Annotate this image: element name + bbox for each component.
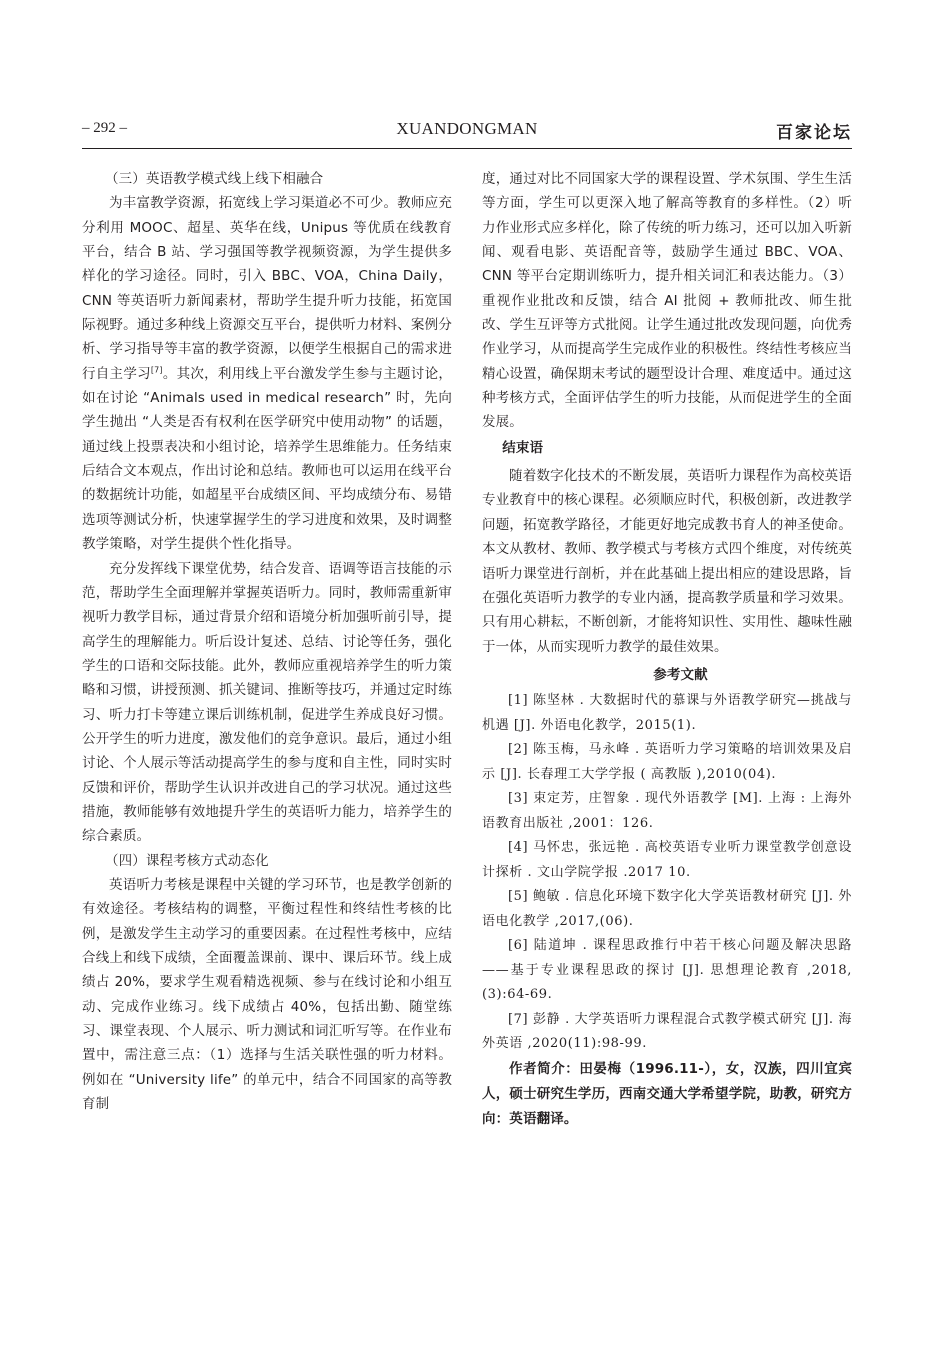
references-title: 参考文献 [653,666,708,683]
section-4-title: （四）课程考核方式动态化 [104,852,269,869]
paragraph-assessment: 英语听力考核是课程中关键的学习环节，也是教学创新的有效途径。考核结构的调整，平衡过程性和终结性考核的比例，是激发学生主动学习的重要因素。在过程性考核中，应结合线上和线下成绩，全面覆盖课前、课中、课后环节。线上成绩占 20%，要求学生观看精选视频、参与在线讨论和小组互动、完成作业练习。线下成绩占 40%，包括出勤、随堂练习、课堂表现、个人展示、听力测试和词汇听写等。在作业布置中，需注意三点：（1）选择与生活关联性强的听力材料。例如在 “University life” 的单元中，结合不同国家的高等教育制 [82,876,452,1113]
paragraph-online-resources-text: 为丰富教学资源，拓宽线上学习渠道必不可少。教师应充分利用 MOOC、超星、英华在线，Unipus 等优质在线教育平台，结合 B 站、学习强国等教学视频资源，为学生提供多样化的学习途径。同时，引入 BBC、VOA，China Daily，CNN 等英语听力新闻素材，帮助学生提升听力技能，拓宽国际视野。通过多种线上资源交互平台，提供听力材料、案例分析、学习指导等丰富的教学资源，以便学生根据自己的需求进行自主学习 [82,195,452,382]
right-column [482,167,852,1132]
reference-item: [6] 陆道坤 . 课程思政推行中若干核心问题及解决思路——基于专业课程思政的探讨 [J]. 思想理论教育 ,2018,(3):64-69. [482,938,852,1003]
reference-item: [4] 马怀忠，张远艳 . 高校英语专业听力课堂教学创意设计探析 . 文山学院学报 .2017 10. [482,840,852,880]
conclusion-title: 结束语 [502,439,544,456]
reference-item: [1] 陈坚林 . 大数据时代的慕课与外语教学研究—挑战与机遇 [J]. 外语电化教学，2015(1). [482,693,852,733]
paragraph-conclusion: 随着数字化技术的不断发展，英语听力课程作为高校英语专业教育中的核心课程。必须顺应时代，积极创新，改进教学问题，拓宽教学路径，才能更好地完成教书育人的神圣使命。本文从教材、教师、教学模式与考核方式四个维度，对传统英语听力课堂进行剖析，并在此基础上提出相应的建设思路，旨在强化英语听力教学的专业内涵，提高教学质量和学习效果。只有用心耕耘，不断创新，才能将知识性、实用性、趣味性融于一体，从而实现听力教学的最佳效果。 [482,468,852,655]
page-header [82,118,852,144]
paragraph-online-resources-rest: 。其次，利用线上平台激发学生参与主题讨论，如在讨论 “Animals used in medical research” 时，先向学生抛出 “人类是否有权利在医学研究中使用动物” 的话题，通过线上投票表决和小组讨论，培养学生思维能力。任务结束后结合文本观点，作出讨论和总结。教师也可以运用在线平台的数据统计功能，如超星平台成绩区间、平均成绩分布、易错选项等测试分析，快速掌握学生的学习进度和效果，及时调整教学策略，对学生提供个性化指导。 [82,365,452,553]
page-number: – 292 – [82,120,127,136]
reference-item: [7] 彭静 . 大学英语听力课程混合式教学模式研究 [J]. 海外英语 ,2020(11):98-99. [482,1011,852,1052]
author-bio: 作者简介：田晏梅（1996.11-），女，汉族，四川宜宾人，硕士研究生学历，西南交通大学希望学院，助教，研究方向：英语翻译。 [482,1060,852,1127]
left-column [82,167,452,1116]
reference-item: [5] 鲍敏 . 信息化环境下数字化大学英语教材研究 [J]. 外语电化教学 ,2017,(06). [482,889,852,929]
paragraph-assessment-continued: 度，通过对比不同国家大学的课程设置、学术氛围、学生生活等方面，学生可以更深入地了解高等教育的多样性。（2）听力作业形式应多样化，除了传统的听力练习，还可以加入听新闻、观看电影、英语配音等，鼓励学生通过 BBC、VOA、CNN 等平台定期训练听力，提升相关词汇和表达能力。（3）重视作业批改和反馈，结合 AI 批阅 + 教师批改、师生批改、学生互评等方式批阅。让学生通过批改发现问题，向优秀作业学习，从而提高学生完成作业的积极性。终结性考核应当精心设置，确保期末考试的题型设计合理、难度适中。通过这种考核方式，全面评估学生的听力技能，从而促进学生的全面发展。 [482,171,852,431]
section-3-title: （三）英语教学模式线上线下相融合 [104,171,324,187]
column-name: 百家论坛 [776,123,852,143]
header-rule [82,148,852,149]
citation-7: [7] [150,365,163,375]
paragraph-offline-classroom: 充分发挥线下课堂优势，结合发音、语调等语言技能的示范，帮助学生全面理解并掌握英语听力。同时，教师需重新审视听力教学目标，通过背景介绍和语境分析加强听前引导，提高学生的理解能力。听后设计复述、总结、讨论等任务，强化学生的口语和交际技能。此外，教师应重视培养学生的听力策略和习惯，讲授预测、抓关键词、推断等技巧，并通过定时练习、听力打卡等建立课后训练机制，促进学生养成良好习惯。公开学生的听力进度，激发他们的竞争意识。最后，通过小组讨论、个人展示等活动提高学生的参与度和自主性，同时实时反馈和评价，帮助学生认识并改进自己的学习状况。通过这些措施，教师能够有效地提升学生的英语听力能力，培养学生的综合素质。 [82,560,452,845]
journal-title: XUANDONGMAN [396,119,538,138]
reference-item: [3] 束定芳，庄智象 . 现代外语教学 [M]. 上海 : 上海外语教育出版社 ,2001：126. [482,791,852,831]
paragraph-online-resources [82,191,452,556]
reference-item: [2] 陈玉梅，马永峰 . 英语听力学习策略的培训效果及启示 [J]. 长春理工大学学报 ( 高教版 ),2010(04). [482,742,852,782]
